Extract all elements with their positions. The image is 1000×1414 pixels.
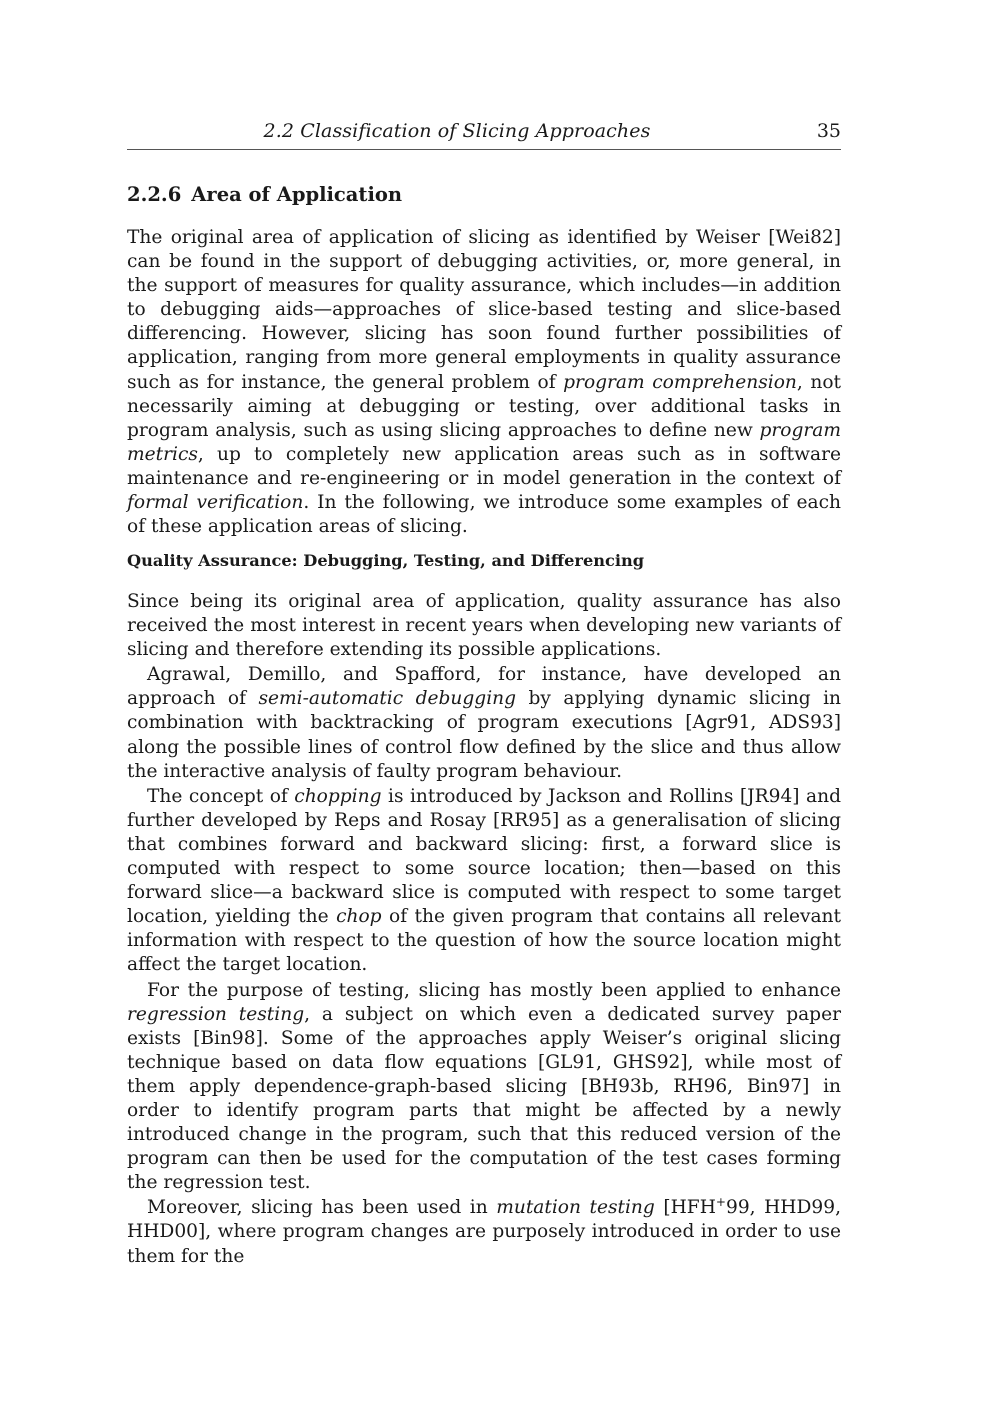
p4-emph: regression testing bbox=[127, 1003, 305, 1025]
subsection-heading: Quality Assurance: Debugging, Testing, and Differencing bbox=[127, 551, 645, 570]
paragraph-4 bbox=[127, 979, 841, 1196]
p1-text: Since being its original area of application, quality assurance has also received the most interest in recent years when developing new variants of slicing and therefore extending its possible applications. bbox=[127, 591, 841, 661]
p5-text-2: [HFH bbox=[654, 1197, 716, 1219]
p2-emph: semi-automatic debugging bbox=[258, 688, 517, 710]
paragraph-3 bbox=[127, 785, 841, 978]
intro-emph-formal-verification: formal verification bbox=[127, 492, 304, 514]
p2-text-2: by applying dynamic slicing in combination with backtracking of program executions [Agr91, ADS93] along the possible lines of control flow defined by the slice and thus allow the interactive analysis of faulty program behaviour. bbox=[127, 688, 841, 782]
p5-emph: mutation testing bbox=[496, 1197, 655, 1219]
section-heading bbox=[127, 183, 402, 206]
intro-text-2: , not necessarily aiming at debugging or testing, over additional tasks in program analysis, such as using slicing approaches to define new bbox=[127, 371, 841, 441]
paragraph-1 bbox=[127, 590, 841, 662]
paragraph-2 bbox=[127, 663, 841, 783]
p5-text-3: 99, HHD99, HHD00], where program changes are purposely introduced in order to use them for the bbox=[127, 1197, 841, 1267]
intro-text-3: , up to completely new application areas such as in software maintenance and re-engineering or in model generation in the context of bbox=[127, 443, 841, 489]
p3-emph-chop: chop bbox=[336, 906, 382, 928]
running-title: 2.2 Classification of Slicing Approaches bbox=[263, 120, 651, 142]
running-header bbox=[127, 119, 841, 150]
p5-text-1: Moreover, slicing has been used in bbox=[147, 1197, 497, 1219]
intro-text-1: The original area of application of slicing as identified by Weiser [Wei82] can be found in the support of debugging activities, or, more general, in the support of measures for quality assurance, which includes—in addition to debugging aids—approaches of slice-based testing and slice-based differencing. However, slicing has soon found further possibilities of application, ranging from more general employments in quality assurance such as for instance, the general problem of bbox=[127, 227, 841, 393]
section-number: 2.2.6 bbox=[127, 183, 182, 206]
section-title: Area of Application bbox=[191, 183, 403, 206]
quality-assurance-body bbox=[127, 590, 841, 1269]
p2-text-1: Agrawal, Demillo, and Spafford, for instance, have developed an approach of bbox=[127, 664, 841, 710]
p3-emph-chopping: chopping bbox=[294, 785, 382, 807]
intro-paragraph bbox=[127, 226, 841, 539]
intro-emph-program-metrics: program metrics bbox=[127, 419, 841, 465]
p4-text-2: , a subject on which even a dedicated survey paper exists [Bin98]. Some of the approaches apply Weiser’s original slicing technique based on data flow equations [GL91, GHS92], while most of them apply dependence-graph-based slicing [BH93b, RH96, Bin97] in order to identify program parts that might be affected by a newly introduced change in the program, such that this reduced version of the program can then be used for the computation of the test cases forming the regression test. bbox=[127, 1003, 841, 1194]
p5-superscript: + bbox=[715, 1195, 726, 1210]
intro-emph-program-comprehension: program comprehension bbox=[563, 371, 797, 393]
page-number: 35 bbox=[816, 120, 841, 142]
intro-paragraph-block bbox=[127, 226, 841, 539]
paragraph-5 bbox=[127, 1196, 841, 1268]
p4-text-1: For the purpose of testing, slicing has mostly been applied to enhance bbox=[147, 979, 841, 1001]
intro-text-4: . In the following, we introduce some examples of each of these application areas of slicing. bbox=[127, 492, 841, 538]
p3-text-1: The concept of bbox=[147, 785, 295, 807]
p3-text-2: is introduced by Jackson and Rollins [JR94] and further developed by Reps and Rosay [RR95] as a generalisation of slicing that combines forward and backward slicing: first, a forward slice is computed with respect to some source location; then—based on this forward slice—a backward slice is computed with respect to some target location, yielding the bbox=[127, 785, 841, 928]
p3-text-3: of the given program that contains all relevant information with respect to the question of how the source location might affect the target location. bbox=[127, 906, 841, 976]
